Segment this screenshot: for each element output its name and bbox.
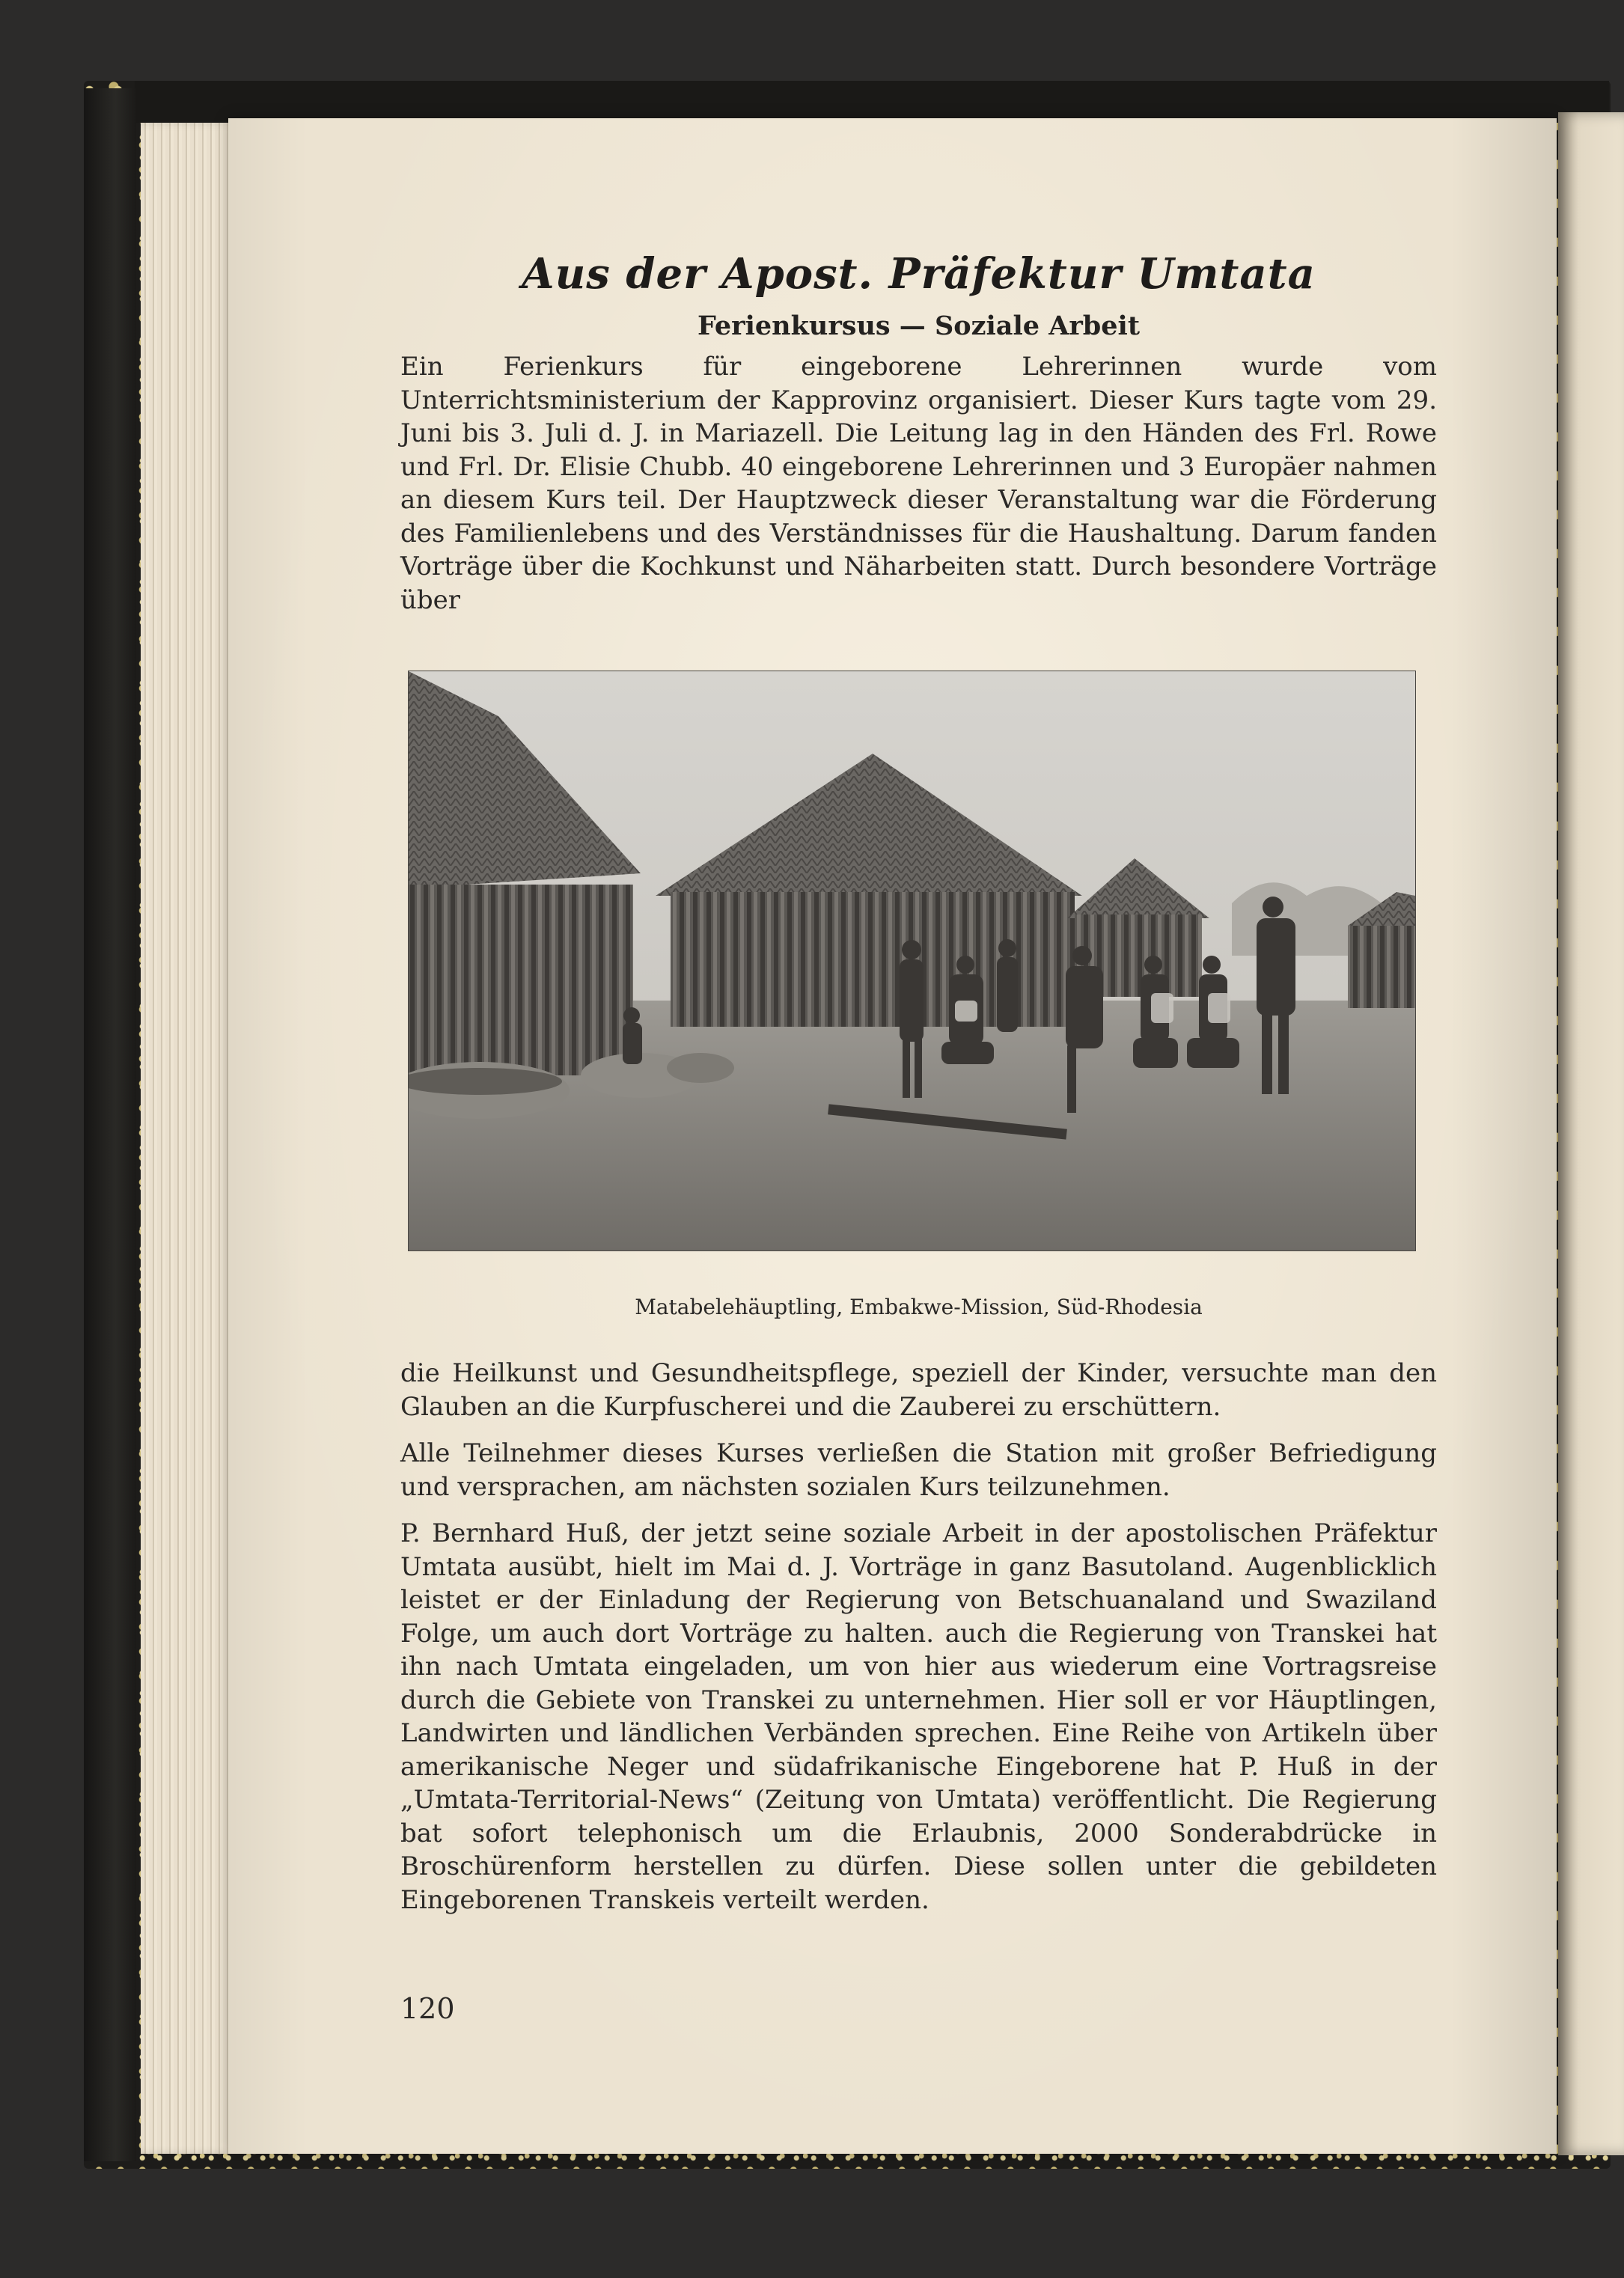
article-title: Aus der Apost. Präfektur Umtata: [522, 249, 1316, 299]
page-content: [400, 249, 1437, 1917]
article-subtitle: Ferienkursus — Soziale Arbeit: [697, 311, 1141, 341]
paragraph-gap: [400, 1503, 1437, 1517]
facing-page-edge: [1558, 112, 1624, 2155]
paragraph-gap: [400, 1423, 1437, 1437]
village-photo: [408, 671, 1416, 1251]
book-page: [228, 118, 1557, 2154]
page-number: 120: [400, 1992, 455, 2025]
paragraph-intro: Ein Ferienkurs für eingeborene Lehrerinnen wurde vom Unterrichtsministerium der Kapprovinz organisiert. Dieser Kurs tagte vom 29. Juni bis 3. Juli d. J. in Mariazell. Die Leitung lag in den Händen des Frl. Rowe und Frl. Dr. Elisie Chubb. 40 eingeborene Lehrerinnen und 3 Europäer nahmen an diesem Kurs teil. Der Hauptzweck dieser Veranstaltung war die Förderung des Familienlebens und des Verständnisses für die Haushaltung. Darum fanden Vorträge über die Kochkunst und Näharbeiten statt. Durch besondere Vorträge über: [400, 352, 1437, 615]
paragraph-huss: P. Bernhard Huß, der jetzt seine soziale Arbeit in der apostolischen Präfektur Umtata ausübt, hielt im Mai d. J. Vorträge in ganz Basutoland. Augenblicklich leistet er der Einladung der Regierung von Betschuanaland und Swaziland Folge, um auch dort Vorträge zu halten. auch die Regierung von Transkei hat ihn nach Umtata eingeladen, um von hier aus wiederum eine Vortragsreise durch die Gebiete von Transkei zu unternehmen. Hier soll er vor Häuptlingen, Landwirten und ländlichen Verbänden sprechen. Eine Reihe von Artikeln über amerikanische Neger und südafrikanische Eingeborene hat P. Huß in der „Umtata-Territorial-News“ (Zeitung von Umtata) veröffentlicht. Die Regierung bat sofort telephonisch um die Erlaubnis, 2000 Sonderabdrücke in Broschürenform herstellen zu dürfen. Diese sollen unter die gebildeten Eingeborenen Transkeis verteilt werden.: [400, 1518, 1437, 1915]
paragraph-participants: Alle Teilnehmer dieses Kurses verließen die Station mit großer Befriedigung und versprachen, am nächsten sozialen Kurs teilzunehmen.: [400, 1438, 1437, 1502]
cover-top-edge: [135, 81, 1609, 123]
paragraph-intro-continued: die Heilkunst und Gesundheitspflege, speziell der Kinder, versuchte man den Glauben an die Kurpfuscherei und die Zauberei zu erschüttern.: [400, 1358, 1437, 1422]
photo-caption: Matabelehäuptling, Embakwe-Mission, Süd-Rhodesia: [635, 1295, 1203, 1319]
book-spine: [84, 88, 136, 2161]
